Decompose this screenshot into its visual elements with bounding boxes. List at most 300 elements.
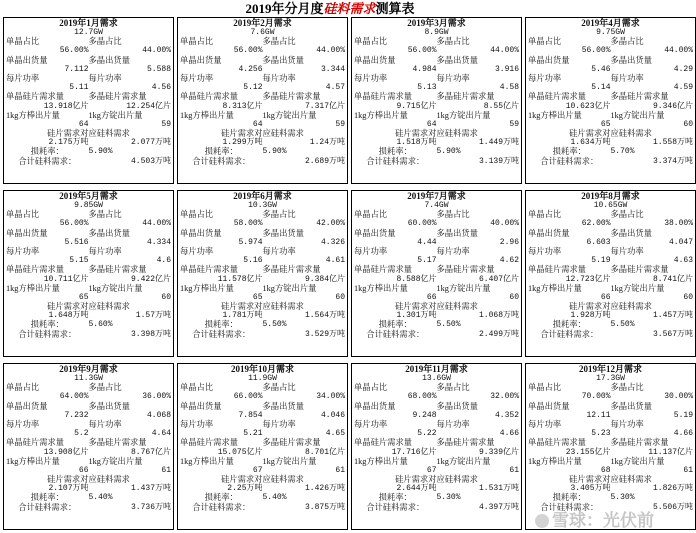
multi-shipment-value: 4.047 xyxy=(668,237,693,247)
mono-shipment-value: 5.46 xyxy=(591,64,611,74)
block-row xyxy=(354,374,519,383)
mono-share-label: 单晶占比 xyxy=(180,37,214,47)
block-row xyxy=(180,111,345,120)
mono-silicon-value: 2.175万吨 xyxy=(48,138,89,148)
block-row xyxy=(180,330,345,339)
mono-shipment-value: 12.11 xyxy=(586,410,611,420)
mono-wafer-label: 单晶硅片需求量 xyxy=(6,92,65,102)
mono-share-value: 66.00% xyxy=(233,392,263,402)
loss-rate-label: 损耗率： xyxy=(552,320,586,330)
multi-silicon-value: 1.449万吨 xyxy=(478,138,519,148)
block-row xyxy=(354,201,519,210)
total-demand-value: 3.374万吨 xyxy=(652,156,693,166)
block-row xyxy=(528,201,693,210)
block-row xyxy=(354,275,519,284)
multi-share-value: 42.00% xyxy=(316,219,345,229)
multi-shipment-label: 多晶出货量 xyxy=(610,55,652,65)
block-row xyxy=(6,503,171,512)
mono-yield-label: 1kg方棒出片量 xyxy=(180,456,234,466)
block-row xyxy=(6,302,171,311)
block-row xyxy=(528,65,693,74)
mono-shipment-value: 4.984 xyxy=(412,64,437,74)
multi-yield-label: 1kg方锭出片量 xyxy=(610,110,665,120)
block-row xyxy=(180,493,345,502)
multi-share-label: 多晶占比 xyxy=(262,210,296,220)
block-row xyxy=(6,238,171,247)
mono-share-label: 单晶占比 xyxy=(528,37,562,47)
multi-share-value: 44.00% xyxy=(316,46,345,56)
demand-value: 11.9GW xyxy=(248,374,277,383)
block-row xyxy=(6,92,171,101)
mono-shipment-label: 单晶出货量 xyxy=(528,228,570,238)
block-row xyxy=(6,65,171,74)
block-row xyxy=(354,302,519,311)
mono-shipment-value: 5.974 xyxy=(238,237,263,247)
multi-wafer-value: 12.254亿片 xyxy=(126,101,171,111)
block-row xyxy=(354,265,519,274)
block-row xyxy=(6,293,171,302)
block-row xyxy=(6,147,171,156)
block-row xyxy=(354,120,519,129)
block-row xyxy=(180,147,345,156)
mono-shipment-value: 7.854 xyxy=(238,410,263,420)
block-row xyxy=(354,157,519,166)
block-row xyxy=(528,302,693,311)
block-row xyxy=(528,56,693,65)
block-row xyxy=(528,157,693,166)
mono-yield-value: 64 xyxy=(252,119,263,129)
multi-power-value: 4.64 xyxy=(151,429,171,439)
total-demand-label: 合计硅料需求： xyxy=(540,329,599,339)
multi-wafer-value: 9.384亿片 xyxy=(304,274,345,284)
multi-shipment-label: 多晶出货量 xyxy=(436,55,478,65)
loss-rate-label: 损耗率： xyxy=(30,320,64,330)
mono-wafer-value: 13.908亿片 xyxy=(43,447,89,457)
mono-share-label: 单晶占比 xyxy=(180,210,214,220)
mono-shipment-value: 7.112 xyxy=(64,64,89,74)
block-row xyxy=(528,37,693,46)
title-suffix: 测算表 xyxy=(375,1,415,16)
month-header: 2019年3月需求 xyxy=(407,18,466,28)
block-row xyxy=(180,438,345,447)
multi-share-label: 多晶占比 xyxy=(436,210,470,220)
silicon-demand-label: 硅片需求对应硅料需求 xyxy=(395,475,478,485)
block-row xyxy=(6,448,171,457)
multi-silicon-value: 1.531万吨 xyxy=(478,484,519,494)
block-row xyxy=(354,37,519,46)
block-row xyxy=(180,92,345,101)
block-row xyxy=(180,219,345,228)
mono-shipment-value: 4.256 xyxy=(238,64,263,74)
demand-value: 9.85GW xyxy=(74,201,103,210)
mono-shipment-value: 7.232 xyxy=(64,410,89,420)
multi-wafer-label: 多晶硅片需求量 xyxy=(610,92,669,102)
month-header: 2019年4月需求 xyxy=(581,18,640,28)
total-demand-value: 3.398万吨 xyxy=(130,329,171,339)
block-row xyxy=(6,475,171,484)
block-row xyxy=(528,147,693,156)
total-demand-label: 合计硅料需求： xyxy=(18,156,77,166)
block-row xyxy=(528,229,693,238)
mono-silicon-value: 1.781万吨 xyxy=(222,311,263,321)
mono-wafer-value: 13.918亿片 xyxy=(43,101,89,111)
block-row xyxy=(6,330,171,339)
mono-shipment-label: 单晶出货量 xyxy=(6,228,48,238)
total-demand-label: 合计硅料需求： xyxy=(18,329,77,339)
mono-wafer-value: 12.723亿片 xyxy=(565,274,611,284)
block-row xyxy=(180,302,345,311)
mono-wafer-label: 单晶硅片需求量 xyxy=(6,438,65,448)
loss-rate-value: 5.30% xyxy=(436,493,461,503)
silicon-demand-label: 硅片需求对应硅料需求 xyxy=(47,475,130,485)
title-prefix: 2019年分月度 xyxy=(245,1,324,16)
block-row xyxy=(6,37,171,46)
block-row xyxy=(528,320,693,329)
silicon-demand-label: 硅片需求对应硅料需求 xyxy=(221,302,304,312)
block-row xyxy=(528,392,693,401)
mono-shipment-value: 9.248 xyxy=(412,410,437,420)
multi-power-value: 4.56 xyxy=(151,83,171,93)
block-row xyxy=(528,28,693,37)
mono-power-value: 5.13 xyxy=(417,83,437,93)
mono-wafer-label: 单晶硅片需求量 xyxy=(180,265,239,275)
mono-power-value: 5.16 xyxy=(243,256,263,266)
block-row xyxy=(354,56,519,65)
multi-share-value: 44.00% xyxy=(142,46,171,56)
month-block xyxy=(177,17,348,184)
block-row xyxy=(180,383,345,392)
loss-rate-label: 损耗率： xyxy=(378,320,412,330)
total-demand-value: 3.875万吨 xyxy=(304,502,345,512)
loss-rate-value: 5.90% xyxy=(436,147,461,157)
multi-power-value: 4.65 xyxy=(325,429,345,439)
multi-power-value: 4.57 xyxy=(325,83,345,93)
block-row xyxy=(180,457,345,466)
total-demand-label: 合计硅料需求： xyxy=(540,502,599,512)
multi-wafer-value: 9.422亿片 xyxy=(130,274,171,284)
total-demand-label: 合计硅料需求： xyxy=(366,502,425,512)
multi-share-value: 40.00% xyxy=(490,219,519,229)
block-row xyxy=(180,56,345,65)
block-row xyxy=(180,411,345,420)
multi-silicon-value: 1.558万吨 xyxy=(652,138,693,148)
multi-wafer-value: 6.407亿片 xyxy=(478,274,519,284)
mono-share-label: 单晶占比 xyxy=(6,210,40,220)
silicon-demand-label: 硅片需求对应硅料需求 xyxy=(569,302,652,312)
block-row xyxy=(6,411,171,420)
mono-share-value: 58.00% xyxy=(233,219,263,229)
block-row xyxy=(180,238,345,247)
mono-wafer-value: 8.588亿片 xyxy=(396,274,437,284)
multi-power-label: 每片功率 xyxy=(610,419,644,429)
multi-silicon-value: 1.24万吨 xyxy=(309,138,345,148)
mono-yield-value: 67 xyxy=(252,465,263,475)
month-block xyxy=(525,190,696,357)
multi-shipment-value: 5.19 xyxy=(673,410,693,420)
total-demand-label: 合计硅料需求： xyxy=(18,502,77,512)
multi-power-label: 每片功率 xyxy=(436,246,470,256)
mono-share-value: 56.00% xyxy=(407,46,437,56)
month-header: 2019年10月需求 xyxy=(230,364,294,374)
block-row xyxy=(6,46,171,55)
block-row xyxy=(528,129,693,138)
multi-silicon-value: 1.437万吨 xyxy=(130,484,171,494)
block-row xyxy=(6,320,171,329)
block-row xyxy=(528,46,693,55)
mono-power-value: 5.21 xyxy=(243,429,263,439)
multi-shipment-label: 多晶出货量 xyxy=(436,228,478,238)
mono-wafer-label: 单晶硅片需求量 xyxy=(6,265,65,275)
block-row xyxy=(6,383,171,392)
block-row xyxy=(354,457,519,466)
mono-shipment-label: 单晶出货量 xyxy=(528,55,570,65)
total-demand-label: 合计硅料需求： xyxy=(540,156,599,166)
demand-value: 8.9GW xyxy=(424,28,449,37)
multi-wafer-value: 9.346亿片 xyxy=(652,101,693,111)
mono-wafer-label: 单晶硅片需求量 xyxy=(354,265,413,275)
block-row xyxy=(6,374,171,383)
multi-silicon-value: 1.426万吨 xyxy=(304,484,345,494)
mono-yield-label: 1kg方棒出片量 xyxy=(528,283,582,293)
block-row xyxy=(528,374,693,383)
block-row xyxy=(6,457,171,466)
multi-power-value: 4.6 xyxy=(156,256,171,266)
multi-shipment-value: 4.326 xyxy=(320,237,345,247)
month-block xyxy=(3,363,174,530)
block-row xyxy=(6,120,171,129)
block-row xyxy=(180,229,345,238)
block-row xyxy=(354,46,519,55)
block-row xyxy=(354,466,519,475)
watermark xyxy=(535,506,654,531)
block-row xyxy=(354,238,519,247)
block-row xyxy=(528,210,693,219)
multi-power-value: 4.63 xyxy=(673,256,693,266)
mono-yield-label: 1kg方棒出片量 xyxy=(354,456,408,466)
loss-rate-value: 5.30% xyxy=(610,493,635,503)
mono-wafer-label: 单晶硅片需求量 xyxy=(528,265,587,275)
multi-yield-value: 60 xyxy=(335,292,345,302)
mono-power-value: 5.14 xyxy=(591,83,611,93)
block-row xyxy=(6,466,171,475)
multi-power-label: 每片功率 xyxy=(436,73,470,83)
multi-wafer-label: 多晶硅片需求量 xyxy=(610,265,669,275)
block-row xyxy=(354,420,519,429)
multi-shipment-label: 多晶出货量 xyxy=(610,401,652,411)
mono-power-value: 5.19 xyxy=(591,256,611,266)
mono-yield-value: 65 xyxy=(78,292,89,302)
mono-wafer-value: 8.313亿片 xyxy=(222,101,263,111)
month-block xyxy=(525,17,696,184)
block-row xyxy=(528,256,693,265)
block-row xyxy=(6,420,171,429)
block-row xyxy=(180,157,345,166)
multi-shipment-label: 多晶出货量 xyxy=(262,401,304,411)
loss-rate-value: 5.70% xyxy=(610,147,635,157)
multi-share-value: 44.00% xyxy=(664,46,693,56)
multi-yield-label: 1kg方锭出片量 xyxy=(436,110,491,120)
block-row xyxy=(6,438,171,447)
mono-silicon-value: 2.644万吨 xyxy=(396,484,437,494)
block-row xyxy=(528,457,693,466)
loss-rate-value: 5.40% xyxy=(88,493,113,503)
multi-yield-value: 59 xyxy=(335,119,345,129)
total-demand-value: 3.139万吨 xyxy=(478,156,519,166)
multi-shipment-label: 多晶出货量 xyxy=(262,55,304,65)
mono-yield-label: 1kg方棒出片量 xyxy=(528,110,582,120)
month-block xyxy=(177,363,348,530)
block-row xyxy=(354,392,519,401)
mono-shipment-label: 单晶出货量 xyxy=(354,401,396,411)
multi-shipment-value: 4.334 xyxy=(146,237,171,247)
multi-wafer-label: 多晶硅片需求量 xyxy=(88,265,147,275)
silicon-demand-label: 硅片需求对应硅料需求 xyxy=(395,129,478,139)
block-row xyxy=(6,429,171,438)
mono-yield-value: 65 xyxy=(252,292,263,302)
block-row xyxy=(180,448,345,457)
multi-share-value: 36.00% xyxy=(142,392,171,402)
block-row xyxy=(6,229,171,238)
block-row xyxy=(528,265,693,274)
block-row xyxy=(354,438,519,447)
block-row xyxy=(6,83,171,92)
block-row xyxy=(6,28,171,37)
block-row xyxy=(528,438,693,447)
month-header: 2019年7月需求 xyxy=(407,191,466,201)
block-row xyxy=(6,201,171,210)
block-row xyxy=(354,383,519,392)
block-row xyxy=(528,293,693,302)
block-row xyxy=(6,284,171,293)
block-row xyxy=(180,256,345,265)
multi-power-label: 每片功率 xyxy=(88,419,122,429)
multi-power-label: 每片功率 xyxy=(88,73,122,83)
mono-power-label: 每片功率 xyxy=(528,246,562,256)
multi-power-value: 4.58 xyxy=(499,83,519,93)
multi-power-value: 4.59 xyxy=(673,83,693,93)
multi-share-value: 44.00% xyxy=(490,46,519,56)
mono-yield-value: 66 xyxy=(600,292,611,302)
mono-shipment-label: 单晶出货量 xyxy=(180,55,222,65)
demand-value: 17.3GW xyxy=(596,374,625,383)
mono-wafer-label: 单晶硅片需求量 xyxy=(528,92,587,102)
month-header: 2019年11月需求 xyxy=(405,364,468,374)
block-row xyxy=(354,28,519,37)
mono-share-value: 60.00% xyxy=(407,219,437,229)
month-header: 2019年5月需求 xyxy=(59,191,118,201)
multi-yield-label: 1kg方锭出片量 xyxy=(610,283,665,293)
mono-shipment-label: 单晶出货量 xyxy=(528,401,570,411)
mono-shipment-label: 单晶出货量 xyxy=(6,401,48,411)
multi-wafer-value: 8.55亿片 xyxy=(483,101,519,111)
block-row xyxy=(528,330,693,339)
multi-shipment-value: 5.588 xyxy=(146,64,171,74)
block-row xyxy=(180,265,345,274)
mono-share-label: 单晶占比 xyxy=(528,383,562,393)
snowball-logo-icon xyxy=(535,514,549,528)
block-row xyxy=(180,392,345,401)
mono-silicon-value: 1.634万吨 xyxy=(570,138,611,148)
block-row xyxy=(354,92,519,101)
multi-shipment-label: 多晶出货量 xyxy=(88,228,130,238)
mono-power-label: 每片功率 xyxy=(6,73,40,83)
block-row xyxy=(6,247,171,256)
mono-power-label: 每片功率 xyxy=(6,419,40,429)
mono-power-label: 每片功率 xyxy=(6,246,40,256)
mono-power-value: 5.22 xyxy=(417,429,437,439)
demand-value: 10.65GW xyxy=(593,201,628,210)
mono-shipment-label: 单晶出货量 xyxy=(354,228,396,238)
silicon-demand-label: 硅片需求对应硅料需求 xyxy=(569,475,652,485)
block-row xyxy=(528,74,693,83)
block-row xyxy=(6,129,171,138)
mono-share-label: 单晶占比 xyxy=(528,210,562,220)
block-row xyxy=(528,493,693,502)
multi-wafer-label: 多晶硅片需求量 xyxy=(610,438,669,448)
block-row xyxy=(354,284,519,293)
multi-wafer-label: 多晶硅片需求量 xyxy=(88,92,147,102)
mono-power-value: 5.11 xyxy=(69,83,89,93)
mono-share-value: 64.00% xyxy=(59,392,89,402)
month-block xyxy=(351,363,522,530)
month-header: 2019年1月需求 xyxy=(59,18,118,28)
title-highlight: 硅料需求 xyxy=(323,1,376,16)
multi-wafer-label: 多晶硅片需求量 xyxy=(436,265,495,275)
block-row xyxy=(6,402,171,411)
multi-power-value: 4.66 xyxy=(499,429,519,439)
mono-silicon-value: 1.928万吨 xyxy=(570,311,611,321)
mono-silicon-value: 2.107万吨 xyxy=(48,484,89,494)
demand-value: 9.75GW xyxy=(596,28,625,37)
block-row xyxy=(6,493,171,502)
multi-silicon-value: 2.077万吨 xyxy=(130,138,171,148)
block-row xyxy=(354,293,519,302)
month-header: 2019年2月需求 xyxy=(233,18,292,28)
silicon-demand-label: 硅片需求对应硅料需求 xyxy=(569,129,652,139)
block-row xyxy=(180,429,345,438)
mono-share-value: 56.00% xyxy=(581,46,611,56)
mono-share-value: 62.00% xyxy=(581,219,611,229)
month-header: 2019年12月需求 xyxy=(578,364,642,374)
loss-rate-value: 5.50% xyxy=(610,320,635,330)
multi-power-value: 4.62 xyxy=(499,256,519,266)
mono-wafer-label: 单晶硅片需求量 xyxy=(528,438,587,448)
block-row xyxy=(6,392,171,401)
loss-rate-label: 损耗率： xyxy=(204,147,238,157)
block-row xyxy=(354,229,519,238)
multi-yield-label: 1kg方锭出片量 xyxy=(436,283,491,293)
block-row xyxy=(354,210,519,219)
block-row xyxy=(180,466,345,475)
block-row xyxy=(528,247,693,256)
block-row xyxy=(6,157,171,166)
mono-shipment-label: 单晶出货量 xyxy=(6,55,48,65)
loss-rate-label: 损耗率： xyxy=(204,320,238,330)
mono-wafer-value: 10.711亿片 xyxy=(43,274,89,284)
block-row xyxy=(180,320,345,329)
mono-power-label: 每片功率 xyxy=(528,73,562,83)
total-demand-value: 4.503万吨 xyxy=(130,156,171,166)
block-row xyxy=(354,147,519,156)
mono-wafer-value: 23.155亿片 xyxy=(565,447,611,457)
multi-shipment-value: 2.96 xyxy=(499,237,519,247)
block-row xyxy=(180,28,345,37)
loss-rate-value: 5.50% xyxy=(262,320,287,330)
mono-wafer-label: 单晶硅片需求量 xyxy=(354,438,413,448)
multi-yield-value: 61 xyxy=(509,465,519,475)
mono-power-value: 5.15 xyxy=(69,256,89,266)
loss-rate-label: 损耗率： xyxy=(204,493,238,503)
